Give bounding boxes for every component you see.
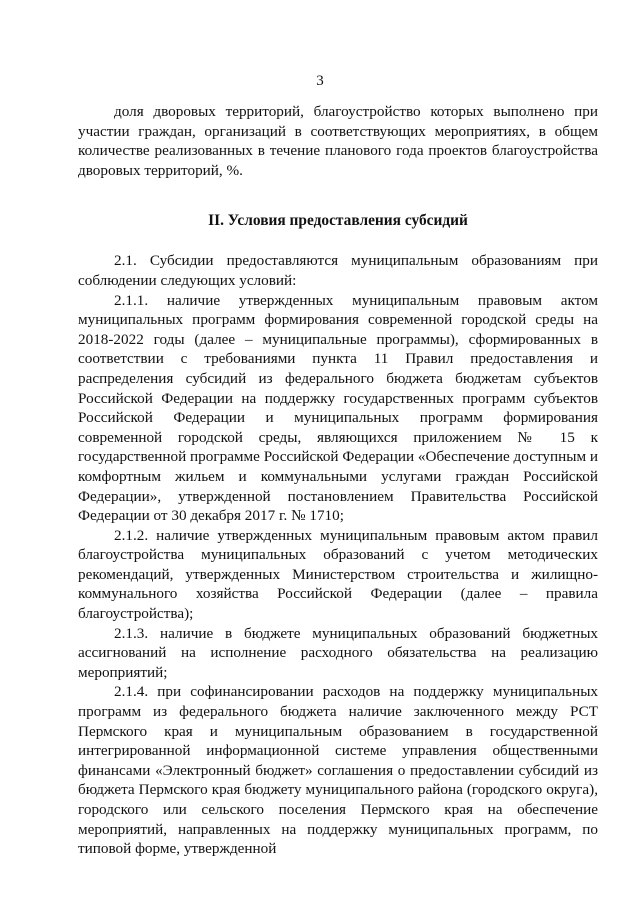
document-body bbox=[78, 102, 598, 859]
spacer bbox=[78, 180, 598, 211]
section-title: II. Условия предоставления субсидий bbox=[208, 212, 468, 230]
paragraph-2-1-2: 2.1.2. наличие утвержденных муниципальным правовым актом правил благоустройства муниципальных образований с учетом методических рекомендаций, утвержденных Министерством строительства и жилищно-коммунального хозяйства Российской Федерации (далее – правила благоустройства); bbox=[78, 526, 598, 623]
paragraph-2-1: 2.1. Субсидии предоставляются муниципальным образованиям при соблюдении следующих условий: bbox=[78, 252, 598, 289]
paragraph-2-1-4: 2.1.4. при софинансировании расходов на поддержку муниципальных программ из федерального бюджета наличие заключенного между РСТ Пермского края и муниципальным образованием в государственной интегрированной информационной системе управления общественными финансами «Электронный бюджет» соглашения о предоставлении субсидий из бюджета Пермского края бюджету муниципального района (городского округа), городского или сельского поселения Пермского края на обеспечение мероприятий, направленных на поддержку муниципальных программ, по типовой форме, утвержденной bbox=[78, 683, 598, 858]
intro-paragraph: доля дворовых территорий, благоустройство которых выполнено при участии граждан, организаций в соответствующих мероприятиях, в общем количестве реализованных в течение планового года проектов благоустройства дворовых территорий, %. bbox=[78, 103, 598, 179]
page-number: 3 bbox=[316, 73, 324, 89]
paragraph-2-1-3: 2.1.3. наличие в бюджете муниципальных образований бюджетных ассигнований на исполнение расходного обязательства на реализацию мероприятий; bbox=[78, 624, 598, 681]
paragraph-2-1-1: 2.1.1. наличие утвержденных муниципальным правовым актом муниципальных программ формирования современной городской среды на 2018-2022 годы (далее – муниципальные программы), сформированных в соответствии с требованиями пункта 11 Правил предоставления и распределения субсидий из федерального бюджета бюджетам субъектов Российской Федерации на поддержку государственных программ субъектов Российской Федерации и муниципальных программ формирования современной городской среды, являющихся приложением № 15 к государственной программе Российской Федерации «Обеспечение доступным и комфортным жильем и коммунальными услугами граждан Российской Федерации», утвержденной постановлением Правительства Российской Федерации от 30 декабря 2017 г. № 1710; bbox=[78, 291, 598, 525]
spacer bbox=[78, 231, 598, 251]
